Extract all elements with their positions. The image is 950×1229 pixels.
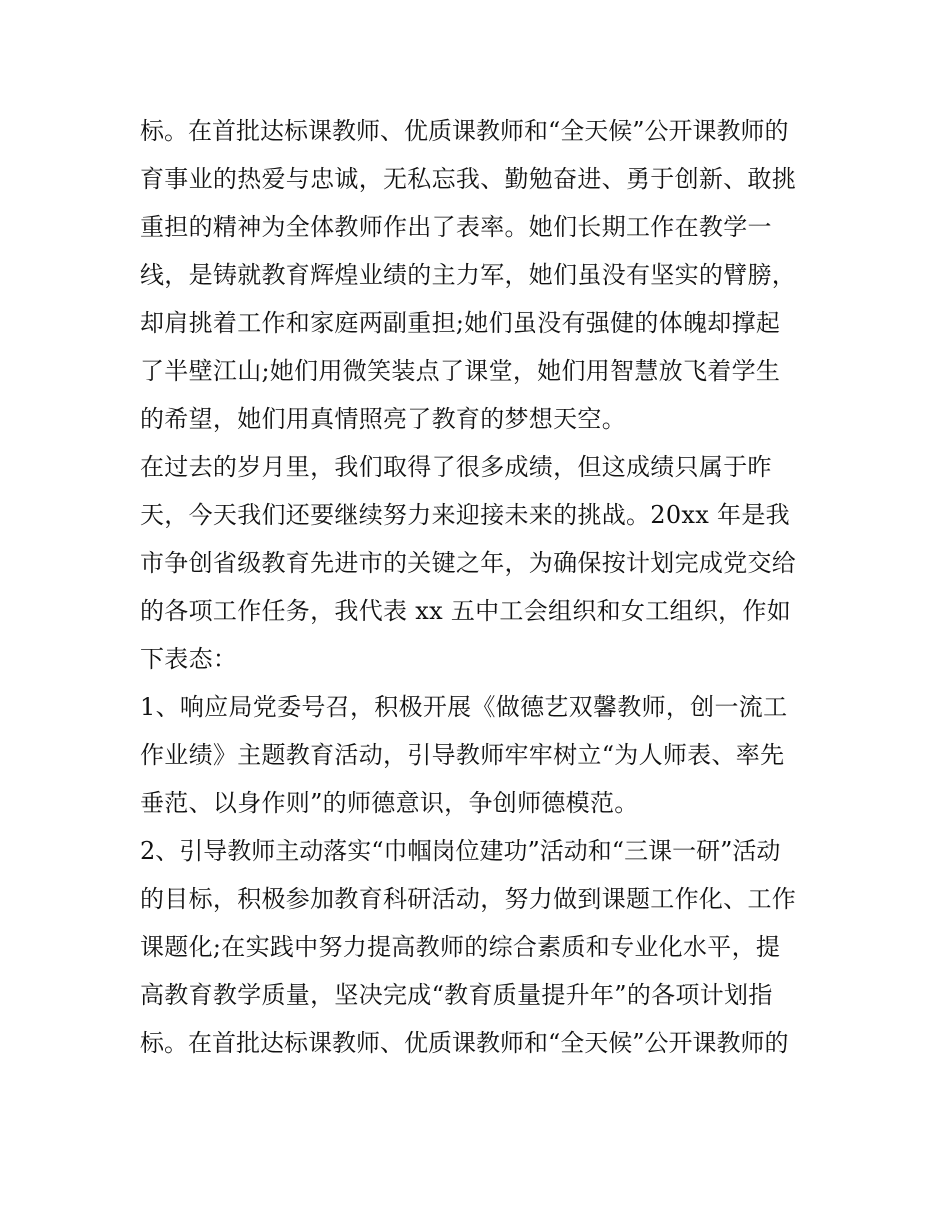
text-line-11: 的各项工作任务，我代表 xx 五中工会组织和女工组织，作如 (140, 597, 792, 625)
text-line-13: 1、响应局党委号召，积极开展《做德艺双馨教师，创一流工 (140, 693, 788, 721)
text-line-4: 线，是铸就教育辉煌业绩的主力军，她们虽没有坚实的臂膀， (140, 261, 797, 289)
text-line-10: 市争创省级教育先进市的关键之年，为确保按计划完成党交给 (140, 549, 797, 577)
text-line-17: 的目标，积极参加教育科研活动，努力做到课题工作化、工作 (140, 885, 797, 913)
text-line-19: 高教育教学质量，坚决完成“教育质量提升年”的各项计划指 (140, 981, 773, 1009)
text-line-7: 的希望，她们用真情照亮了教育的梦想天空。 (140, 405, 626, 433)
text-line-3: 重担的精神为全体教师作出了表率。她们长期工作在教学一 (140, 213, 772, 241)
text-line-2: 育事业的热爱与忠诚，无私忘我、勤勉奋进、勇于创新、敢挑 (140, 165, 797, 193)
text-line-8: 在过去的岁月里，我们取得了很多成绩，但这成绩只属于昨 (140, 453, 772, 481)
text-line-14: 作业绩》主题教育活动，引导教师牢牢树立“为人师表、率先 (140, 741, 785, 769)
text-line-18: 课题化;在实践中努力提高教师的综合素质和专业化水平，提 (140, 933, 781, 961)
text-line-5: 却肩挑着工作和家庭两副重担;她们虽没有强健的体魄却撑起 (140, 309, 781, 337)
text-line-6: 了半壁江山;她们用微笑装点了课堂，她们用智慧放飞着学生 (140, 357, 781, 385)
text-line-1: 标。在首批达标课教师、优质课教师和“全天候”公开课教师的 (140, 117, 789, 145)
text-line-16: 2、引导教师主动落实“巾帼岗位建功”活动和“三课一研”活动 (140, 837, 781, 865)
text-line-20: 标。在首批达标课教师、优质课教师和“全天候”公开课教师的 (140, 1029, 789, 1057)
text-line-12: 下表态： (140, 645, 238, 673)
text-line-15: 垂范、以身作则”的师德意识，争创师德模范。 (140, 789, 639, 817)
text-line-9: 天，今天我们还要继续努力来迎接未来的挑战。20xx 年是我 (140, 501, 790, 529)
document-body (140, 107, 820, 1067)
